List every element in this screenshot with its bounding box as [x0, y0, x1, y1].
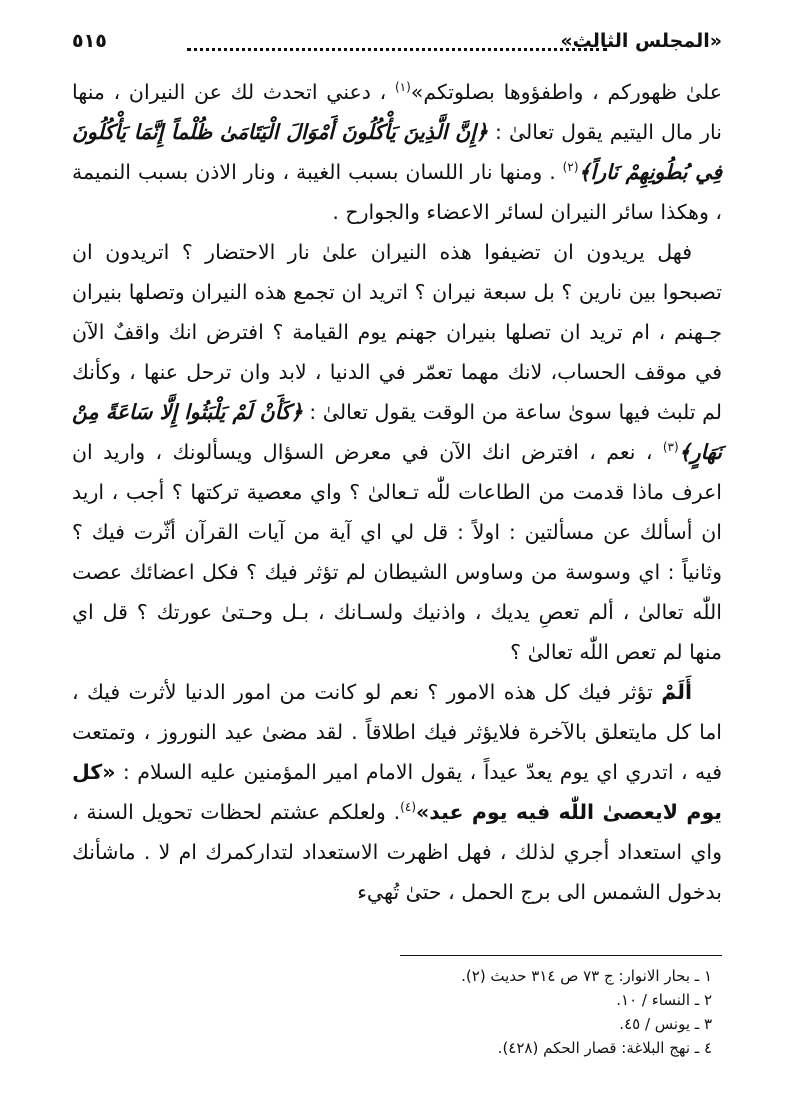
footnote-2: ٢ ـ النساء / ١٠.	[616, 991, 712, 1009]
page-header	[72, 26, 722, 62]
body-text	[72, 72, 722, 912]
footnote-1: ١ ـ بحار الانوار: ج ٧٣ ص ٣١٤ حديث (٢).	[461, 967, 712, 985]
chapter-title: «المجلس الثالث»	[560, 30, 722, 52]
footnote-3: ٣ ـ يونس / ٤٥.	[619, 1015, 712, 1033]
honorific-symbol: عليه السلام	[137, 760, 237, 784]
footnotes	[300, 964, 712, 1060]
footnote-4: ٤ ـ نهج البلاغة: قصار الحكم (٤٢٨).	[497, 1039, 712, 1057]
quran-verse-1: ﴿إِنَّ الَّذِينَ يَأْكُلُونَ أَمْوَالَ الْيَتَامَىٰ ظُلْماً إِنَّمَا يَأْكُلُونَ فِي بُطُونِهِمْ نَاراً﴾	[72, 120, 722, 184]
quran-verse-2: ﴿كَأَنْ لَمْ يَلْبَثُوا إِلَّا سَاعَةً مِنْ نَهَارٍ﴾	[72, 400, 722, 464]
text-run: ، نعم ، افترض انك الآن في معرض السؤال ويسألونك ، واريد ان اعرف ماذا قدمت من الطاعات للّٰه تـعالىٰ ؟ واي معصية تركتها ؟ أجب ، اريد ان أسألك عن مسألتين : اولاً : قل لي اي آية من آيات القرآن أثّرت فيك ؟ وثانياً : اي وسوسة من وساوس الشيطان لم تؤثر فيك ؟ فكل اعضائك عصت اللّٰه تعالىٰ ، ألم تعصِ يديك ، واذنيك ولسـانك ، بـل وحـتىٰ عورتك ؟ قل اي منها لم تعص اللّٰه تعالىٰ ؟	[72, 440, 722, 664]
paragraph-2	[72, 232, 722, 672]
page-number: ٥١٥	[72, 30, 107, 52]
paragraph-lead-word: أَلَمْ	[661, 680, 692, 704]
text-run: . ولعلكم عشتم لحظات تحويل السنة ، واي استعداد أجري لذلك ، فهل اظهرت الاستعداد لتداركمرك ام لا . ماشأنك بدخول الشمس الى برج الحمل ، حتىٰ تُهيء	[72, 800, 722, 904]
text-run: :	[115, 760, 138, 784]
footnote-ref-3: (٣)	[662, 440, 679, 455]
header-dot-leader	[187, 48, 607, 51]
text-run: فهل يريدون ان تضيفوا هذه النيران علىٰ نار الاحتضار ؟ اتريدون ان تصبحوا بين نارين ؟ بل سبعة نيران ؟ اتريد ان تجمع هذه النيران وتصلها بنيران جـهنم ، ام تريد ان تصلها بنيران جهنم يوم القيامة ؟ افترض انك واقفٌ الآن في موقف الحساب، لانك مهما تعمّر في الدنيا ، لابد وان ترحل عنها ، وكأنك لم تلبث فيها سوىٰ ساعة من الوقت يقول تعالىٰ :	[72, 240, 722, 424]
footnote-ref-4: (٤)	[400, 800, 416, 815]
footnote-separator	[400, 955, 722, 956]
paragraph-1	[72, 72, 722, 232]
paragraph-3	[72, 672, 722, 912]
footnote-ref-2: (٢)	[562, 160, 579, 175]
text-run: ، دعني اتحدث لك عن النيران ، منها نار مال اليتيم يقول تعالىٰ :	[72, 80, 722, 144]
text-run: . ومنها نار اللسان بسبب الغيبة ، ونار الاذن بسبب النميمة ، وهكذا سائر النيران لسائر الاعضاء والجوارح .	[72, 160, 722, 224]
footnote-ref-1: (١)	[394, 80, 411, 95]
text-run: علىٰ ظهوركم ، واطفؤوها بصلوتكم»	[410, 80, 722, 104]
text-run: تؤثر فيك كل هذه الامور ؟ نعم لو كانت من امور الدنيا لأثرت فيك ، اما كل مايتعلق بالآخرة فلايؤثر فيك اطلاقاً . لقد مضىٰ عيد النوروز ، وتمتعت فيه ، اتدري اي يوم يعدّ عيداً ، يقول الامام امير المؤمنين	[72, 680, 722, 784]
hadith-quote: «كل يوم لايعصىٰ اللّٰه فيه يوم عيد»	[72, 760, 723, 824]
